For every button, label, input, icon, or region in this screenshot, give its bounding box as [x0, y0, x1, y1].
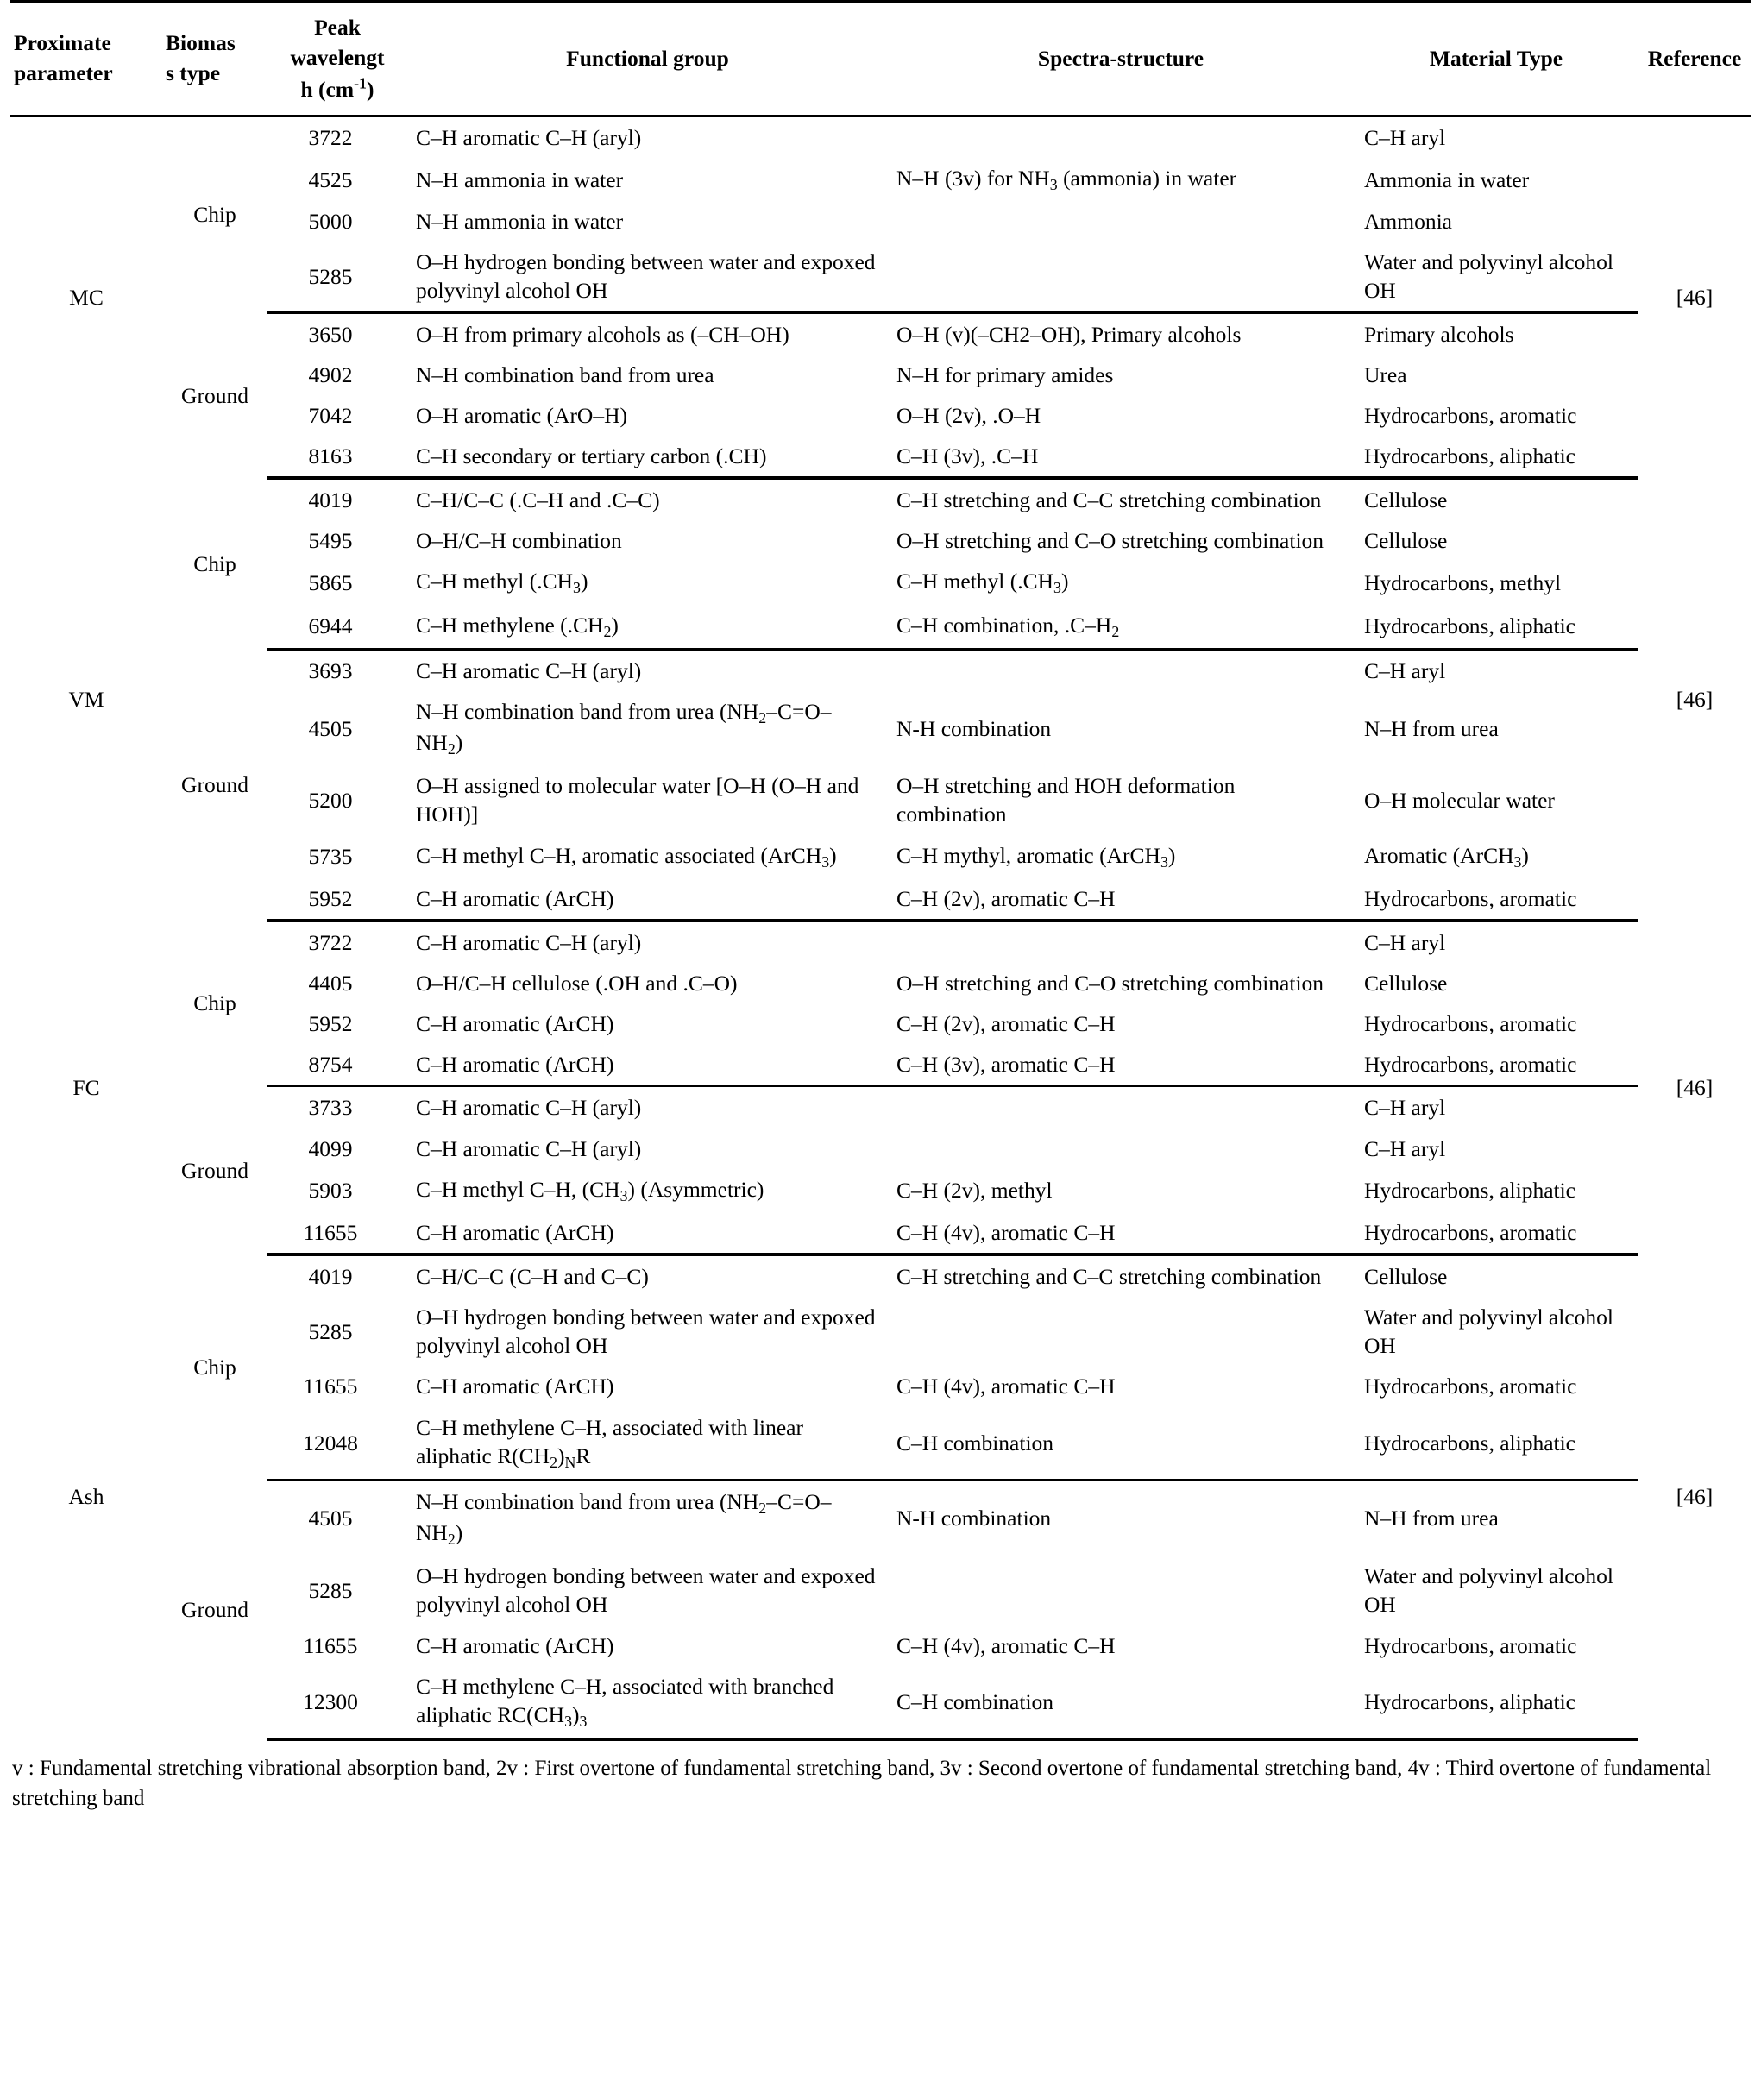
- table-row: [10, 436, 1751, 478]
- proximate-parameter-cell: [10, 116, 162, 478]
- functional-group-cell: C–H methylene C–H, associated with branched aliphatic $RC(CH_3)_3$: [407, 1666, 888, 1739]
- spectra-structure-cell: [888, 649, 1354, 691]
- material-type-cell: Aromatic (ArCH$_3$): [1364, 842, 1529, 871]
- biomass-type-label: Ground: [181, 1597, 248, 1623]
- spectra-structure-cell: C–H mythyl, aromatic (ArCH$_3$): [896, 842, 1176, 871]
- peak-wavelength-cell: 5285: [308, 1318, 353, 1344]
- functional-group-cell: O–H assigned to molecular water [O–H (O–H and HOH)]: [416, 773, 859, 827]
- material-type-cell: Hydrocarbons, aliphatic: [1354, 605, 1638, 650]
- column-header-spectra-structure: Spectra-structure: [1037, 45, 1204, 71]
- biomass-type-cell: [162, 478, 267, 649]
- header-line-2: wavelengt: [290, 45, 385, 71]
- header-line-1: Biomas: [166, 30, 236, 56]
- peak-wavelength-cell: 6944: [267, 605, 407, 650]
- table-body: [10, 116, 1751, 1739]
- peak-wavelength-cell: 3722: [308, 929, 353, 955]
- functional-group-cell: O–H from primary alcohols as (–CH–OH): [416, 321, 789, 347]
- functional-group-cell: C–H methyl C–H, $(CH_3)$ (Asymmetric): [416, 1176, 764, 1204]
- biomass-type-cell: [162, 1086, 267, 1254]
- table-header-row: [10, 2, 1751, 116]
- column-header-material-type: Material Type: [1429, 45, 1563, 71]
- biomass-type-label: Chip: [193, 990, 236, 1016]
- functional-group-cell: C–H methyl $(.CH_3)$: [416, 569, 588, 597]
- spectra-structure-cell: C–H (2v), aromatic C–H: [888, 878, 1354, 921]
- column-header-peak-wavelength: [267, 2, 407, 116]
- functional-group-cell: C–H methylene C–H, associated with linear aliphatic $R(CH_2)_NR$: [407, 1407, 888, 1481]
- functional-group-table: [10, 0, 1751, 1741]
- peak-wavelength-cell: 5952: [308, 1011, 353, 1037]
- material-type-cell: Water and polyvinyl alcohol OH: [1364, 1305, 1613, 1359]
- spectra-structure-cell: [888, 1297, 1354, 1366]
- biomass-type-label: Chip: [193, 1355, 236, 1380]
- column-header-biomass-type: [162, 2, 267, 116]
- material-type-cell: O–H molecular water: [1364, 787, 1555, 813]
- functional-group-cell: C–H aromatic (ArCH): [407, 1212, 888, 1254]
- functional-group-cell: N–H combination band from urea: [416, 362, 714, 387]
- spectra-structure-cell: [888, 1086, 1354, 1129]
- spectra-structure-cell: C–H (2v), aromatic C–H: [896, 1011, 1116, 1037]
- spectra-structure-cell: [888, 921, 1354, 963]
- biomass-type-label: Chip: [193, 202, 236, 228]
- table-row: [10, 242, 1751, 312]
- proximate-parameter-cell: [10, 478, 162, 921]
- functional-group-cell: C–H aromatic C–H (aryl): [416, 657, 642, 683]
- biomass-type-label: Chip: [193, 550, 236, 576]
- spectra-structure-cell: O–H (2v), .O–H: [896, 402, 1041, 428]
- table-row: [10, 1366, 1751, 1406]
- spectra-structure-cell: O–H stretching and C–O stretching combination: [896, 970, 1324, 996]
- table-row: [10, 1169, 1751, 1212]
- table-row: [10, 355, 1751, 395]
- proximate-parameter-label: FC: [72, 1074, 100, 1100]
- spectra-structure-cell: C–H (3v), .C–H: [888, 436, 1354, 478]
- spectra-structure-cell: N–H for primary amides: [896, 362, 1114, 387]
- peak-wavelength-cell: 4525: [308, 167, 353, 192]
- peak-wavelength-cell: 5952: [267, 878, 407, 921]
- peak-wavelength-cell: 5865: [308, 569, 353, 595]
- spectra-structure-cell: C–H stretching and C–C stretching combination: [896, 1264, 1322, 1289]
- spectra-structure-cell: C–H methyl $(.CH_3)$: [896, 569, 1069, 597]
- peak-wavelength-cell: 5000: [308, 209, 353, 235]
- peak-wavelength-cell: 11655: [267, 1212, 407, 1254]
- spectra-structure-cell: O–H stretching and C–O stretching combination: [896, 528, 1324, 554]
- table-row: [10, 478, 1751, 520]
- header-line-3: h $(cm^{-1})$: [300, 74, 374, 102]
- column-header-functional-group: Functional group: [566, 45, 729, 71]
- material-type-cell: C–H aryl: [1364, 124, 1446, 150]
- material-type-cell: Cellulose: [1364, 1264, 1448, 1289]
- spectra-structure-cell: C–H (4v), aromatic C–H: [888, 1212, 1354, 1254]
- table-row: [10, 1297, 1751, 1366]
- functional-group-cell: C–H aromatic C–H (aryl): [416, 124, 642, 150]
- table-row: [10, 201, 1751, 242]
- spectra-structure-cell: C–H (2v), methyl: [896, 1178, 1053, 1204]
- functional-group-cell: N–H ammonia in water: [416, 209, 624, 235]
- spectra-structure-cell: [888, 201, 1354, 242]
- spectra-structure-cell: [888, 242, 1354, 312]
- table-row: [10, 1129, 1751, 1169]
- peak-wavelength-cell: 4505: [308, 1506, 353, 1531]
- peak-wavelength-cell: 4019: [308, 1264, 353, 1289]
- material-type-cell: Cellulose: [1364, 970, 1448, 996]
- functional-group-cell: C–H methylene $(.CH_2)$: [407, 605, 888, 650]
- biomass-type-cell: [162, 116, 267, 312]
- functional-group-cell: C–H aromatic (ArCH): [416, 1374, 614, 1399]
- table-row: [10, 921, 1751, 963]
- peak-wavelength-cell: 4019: [308, 487, 353, 513]
- material-type-cell: Hydrocarbons, aliphatic: [1354, 1407, 1638, 1481]
- material-type-cell: C–H aryl: [1364, 657, 1446, 683]
- table-footnote: v : Fundamental stretching vibrational absorption band, 2v : First overtone of fundamental stretching band, 3v : Second overtone of fundamental stretching band, 4v : Third overtone of fundamental stretching band: [12, 1756, 1712, 1811]
- peak-wavelength-cell: 11655: [303, 1632, 358, 1658]
- biomass-type-label: Ground: [181, 382, 248, 408]
- table-row: [10, 158, 1751, 201]
- material-type-cell: Hydrocarbons, aromatic: [1354, 878, 1638, 921]
- peak-wavelength-cell: 3650: [308, 321, 353, 347]
- functional-group-cell: O–H aromatic (ArO–H): [416, 402, 628, 428]
- biomass-type-cell: [162, 921, 267, 1086]
- peak-wavelength-cell: 5735: [308, 844, 353, 870]
- functional-group-cell: C–H aromatic C–H (aryl): [416, 929, 642, 955]
- peak-wavelength-cell: 5200: [308, 787, 353, 813]
- peak-wavelength-cell: 8754: [267, 1044, 407, 1086]
- spectra-structure-cell: [888, 116, 1354, 158]
- spectra-structure-cell: N-H combination: [896, 1506, 1052, 1531]
- biomass-type-cell: [162, 312, 267, 478]
- material-type-cell: Water and polyvinyl alcohol OH: [1354, 242, 1638, 312]
- functional-group-cell: N–H combination band from urea $(NH_2-C=O-NH_2)$: [416, 1488, 832, 1549]
- table-row: [10, 520, 1751, 561]
- reference-label: [46]: [1676, 686, 1714, 712]
- biomass-type-label: Ground: [181, 771, 248, 797]
- spectra-structure-cell: C–H combination, $.C-H_2$: [888, 605, 1354, 650]
- material-type-cell: C–H aryl: [1364, 929, 1446, 955]
- material-type-cell: Hydrocarbons, aliphatic: [1354, 1666, 1638, 1739]
- material-type-cell: C–H aryl: [1364, 1095, 1446, 1121]
- material-type-cell: Hydrocarbons, aromatic: [1364, 1374, 1577, 1399]
- spectra-structure-cell: [888, 1129, 1354, 1169]
- material-type-cell: Hydrocarbons, aromatic: [1354, 1044, 1638, 1086]
- table-row: [10, 691, 1751, 765]
- table-row: [10, 878, 1751, 921]
- spectra-structure-cell: [888, 1556, 1354, 1625]
- table-row: [10, 1212, 1751, 1254]
- header-line-2: parameter: [14, 60, 113, 86]
- peak-wavelength-cell: 5903: [308, 1178, 353, 1204]
- header-line-1: Proximate: [14, 30, 111, 56]
- header-line-1: Peak: [314, 15, 361, 40]
- functional-group-cell: C–H aromatic (ArCH): [407, 1044, 888, 1086]
- spectra-structure-cell: N-H combination: [896, 715, 1052, 741]
- material-type-cell: N–H from urea: [1364, 1506, 1499, 1531]
- material-type-cell: Ammonia: [1364, 209, 1452, 235]
- material-type-cell: Ammonia in water: [1364, 167, 1530, 192]
- spectra-structure-cell: C–H combination: [888, 1666, 1354, 1739]
- reference-label: [46]: [1676, 1484, 1714, 1510]
- reference-cell: [1638, 478, 1751, 921]
- table-row: [10, 1480, 1751, 1556]
- material-type-cell: Hydrocarbons, aromatic: [1364, 1011, 1577, 1037]
- reference-cell: [1638, 1254, 1751, 1739]
- peak-wavelength-cell: 5285: [267, 242, 407, 312]
- spectra-structure-cell: C–H stretching and C–C stretching combination: [896, 487, 1322, 513]
- table-row: [10, 963, 1751, 1003]
- spectra-structure-cell: C–H (4v), aromatic C–H: [896, 1374, 1116, 1399]
- material-type-cell: Cellulose: [1364, 487, 1448, 513]
- material-type-cell: Urea: [1364, 362, 1407, 387]
- table-row: [10, 1003, 1751, 1044]
- table-row: [10, 1407, 1751, 1481]
- biomass-type-cell: [162, 649, 267, 921]
- proximate-parameter-label: MC: [69, 285, 104, 311]
- biomass-type-cell: [162, 1254, 267, 1480]
- spectra-structure-cell: O–H (v)(–CH2–OH), Primary alcohols: [896, 321, 1242, 347]
- peak-wavelength-cell: 4505: [308, 715, 353, 741]
- functional-group-cell: C–H/C–C (C–H and C–C): [416, 1264, 649, 1289]
- table-row: [10, 561, 1751, 604]
- peak-wavelength-cell: 4099: [308, 1135, 353, 1161]
- header-line-2: s type: [166, 60, 221, 86]
- material-type-cell: Hydrocarbons, methyl: [1364, 569, 1562, 595]
- column-header-reference: Reference: [1647, 45, 1742, 71]
- functional-group-cell: C–H aromatic C–H (aryl): [416, 1135, 642, 1161]
- functional-group-cell: C–H secondary or tertiary carbon (.CH): [407, 436, 888, 478]
- functional-group-cell: C–H methyl C–H, aromatic associated (ArCH$_3$): [416, 842, 837, 871]
- material-type-cell: Hydrocarbons, aliphatic: [1354, 436, 1638, 478]
- table-row: [10, 312, 1751, 355]
- functional-group-cell: O–H hydrogen bonding between water and expoxed polyvinyl alcohol OH: [416, 1305, 876, 1359]
- functional-group-cell: O–H hydrogen bonding between water and expoxed polyvinyl alcohol OH: [416, 1563, 876, 1618]
- table-row: [10, 1556, 1751, 1625]
- peak-wavelength-cell: 4902: [308, 362, 353, 387]
- spectra-structure-cell: C–H (4v), aromatic C–H: [896, 1632, 1116, 1658]
- table-row: [10, 1086, 1751, 1129]
- functional-group-cell: C–H/C–C (.C–H and .C–C): [416, 487, 660, 513]
- biomass-type-cell: [162, 1480, 267, 1739]
- biomass-type-label: Ground: [181, 1157, 248, 1183]
- peak-wavelength-cell: 3722: [308, 124, 353, 150]
- material-type-cell: Hydrocarbons, aromatic: [1354, 1212, 1638, 1254]
- peak-wavelength-cell: 8163: [267, 436, 407, 478]
- peak-wavelength-cell: 3733: [308, 1095, 353, 1121]
- material-type-cell: C–H aryl: [1364, 1135, 1446, 1161]
- spectra-structure-cell: O–H stretching and HOH deformation combination: [896, 773, 1236, 827]
- material-type-cell: Water and polyvinyl alcohol OH: [1364, 1563, 1613, 1618]
- functional-group-cell: O–H/C–H cellulose (.OH and .C–O): [416, 970, 738, 996]
- peak-wavelength-cell: 4405: [308, 970, 353, 996]
- material-type-cell: Cellulose: [1364, 528, 1448, 554]
- table-row: [10, 835, 1751, 878]
- column-header-proximate-parameter: [10, 2, 162, 116]
- table-row: [10, 1666, 1751, 1739]
- functional-group-cell: C–H aromatic (ArCH): [416, 1011, 614, 1037]
- table-row: [10, 1625, 1751, 1666]
- table-row: [10, 649, 1751, 691]
- material-type-cell: Primary alcohols: [1364, 321, 1514, 347]
- table-header: [10, 2, 1751, 116]
- proximate-parameter-label: Ash: [68, 1484, 104, 1510]
- peak-wavelength-cell: 12300: [267, 1666, 407, 1739]
- peak-wavelength-cell: 5285: [308, 1577, 353, 1603]
- proximate-parameter-label: VM: [68, 686, 104, 712]
- spectra-structure-cell: C–H combination: [888, 1407, 1354, 1481]
- functional-group-cell: C–H aromatic (ArCH): [407, 878, 888, 921]
- peak-wavelength-cell: 12048: [267, 1407, 407, 1481]
- material-type-cell: Hydrocarbons, aromatic: [1364, 402, 1577, 428]
- table-row: [10, 1044, 1751, 1086]
- reference-cell: [1638, 116, 1751, 478]
- reference-cell: [1638, 921, 1751, 1254]
- spectra-structure-cell: C–H (3v), aromatic C–H: [888, 1044, 1354, 1086]
- material-type-cell: Hydrocarbons, aliphatic: [1364, 1178, 1576, 1204]
- functional-group-cell: O–H/C–H combination: [416, 528, 622, 554]
- table-row: [10, 116, 1751, 158]
- reference-label: [46]: [1676, 1074, 1714, 1100]
- functional-group-cell: O–H hydrogen bonding between water and expoxed polyvinyl alcohol OH: [407, 242, 888, 312]
- material-type-cell: N–H from urea: [1364, 715, 1499, 741]
- proximate-parameter-cell: [10, 921, 162, 1254]
- reference-label: [46]: [1676, 285, 1714, 311]
- table-row: [10, 395, 1751, 436]
- table-row: [10, 765, 1751, 834]
- peak-wavelength-cell: 11655: [303, 1374, 358, 1399]
- material-type-cell: Hydrocarbons, aromatic: [1364, 1632, 1577, 1658]
- peak-wavelength-cell: 7042: [308, 402, 353, 428]
- spectra-structure-cell: N–H (3v) for $NH_3$ (ammonia) in water: [896, 165, 1237, 193]
- table-row: [10, 1254, 1751, 1297]
- peak-wavelength-cell: 3693: [308, 657, 353, 683]
- table-row: [10, 605, 1751, 650]
- peak-wavelength-cell: 5495: [308, 528, 353, 554]
- proximate-parameter-cell: [10, 1254, 162, 1739]
- functional-group-cell: N–H ammonia in water: [416, 167, 624, 192]
- functional-group-cell: C–H aromatic C–H (aryl): [416, 1095, 642, 1121]
- functional-group-cell: C–H aromatic (ArCH): [416, 1632, 614, 1658]
- functional-group-cell: N–H combination band from urea $(NH_2-C=O-NH_2)$: [416, 698, 832, 758]
